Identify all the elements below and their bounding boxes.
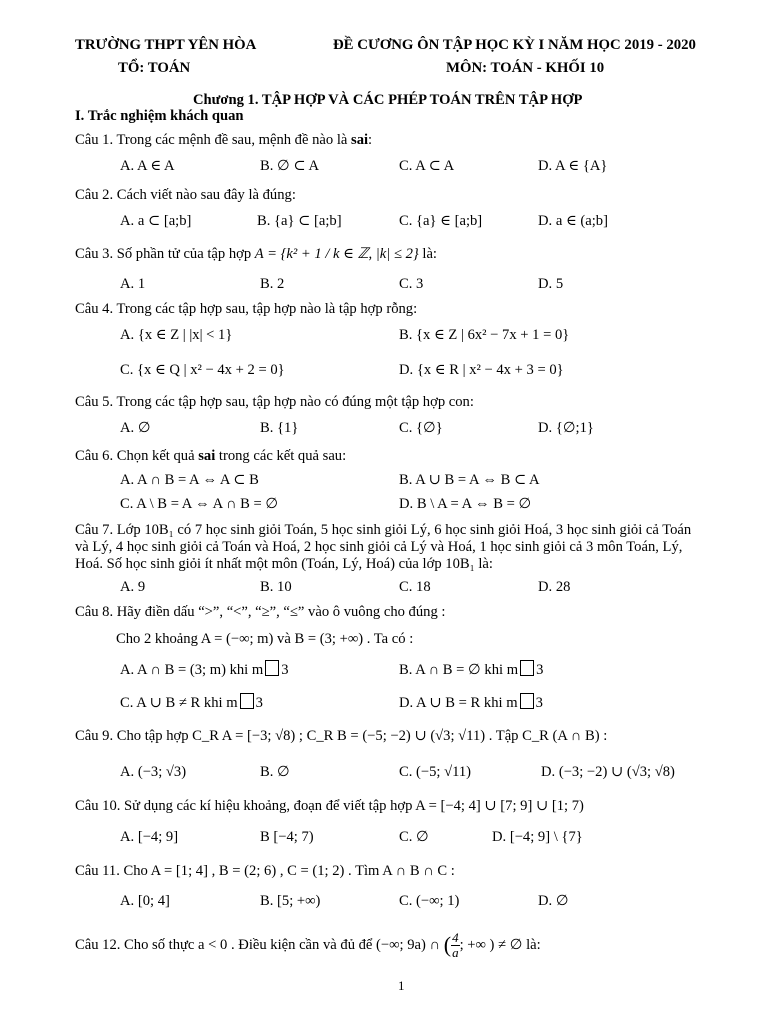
question-2: Câu 2. Cách viết nào sau đây là đúng: bbox=[75, 187, 296, 203]
q11-option-d: D. ∅ bbox=[538, 893, 569, 909]
blank-box bbox=[265, 660, 279, 676]
q5-option-d: D. {∅;1} bbox=[538, 420, 594, 436]
question-8: Câu 8. Hãy điền dấu “>”, “<”, “≥”, “≤” vào ô vuông cho đúng : bbox=[75, 604, 446, 620]
q5-option-b: B. {1} bbox=[260, 420, 299, 436]
question-11: Câu 11. Cho A = [1; 4] , B = (2; 6) , C = (1; 2) . Tìm A ∩ B ∩ C : bbox=[75, 863, 455, 879]
q9-option-b: B. ∅ bbox=[260, 764, 290, 780]
q9-option-c: C. (−5; √11) bbox=[399, 764, 472, 780]
q11-option-c: C. (−∞; 1) bbox=[399, 893, 460, 909]
question-9: Câu 9. Cho tập hợp C_R A = [−3; √8) ; C_R B = (−5; −2) ∪ (√3; √11) . Tập C_R (A ∩ B) : bbox=[75, 728, 608, 744]
q9-option-d: D. (−3; −2) ∪ (√3; √8) bbox=[541, 764, 675, 780]
question-3: Câu 3. Số phần tử của tập hợp A = {k² + 1 / k ∈ ℤ, |k| ≤ 2} là: bbox=[75, 246, 437, 262]
q2-option-a: A. a ⊂ [a;b] bbox=[120, 213, 192, 229]
q1-option-c: C. A ⊂ A bbox=[399, 158, 455, 174]
blank-box bbox=[240, 693, 254, 709]
q1-option-a: A. A ∈ A bbox=[120, 158, 175, 174]
q6-option-d: D. B \ A = A ⇔ B = ∅ bbox=[399, 496, 532, 512]
q8-option-a: A. A ∩ B = (3; m) khi m 3 bbox=[120, 662, 289, 678]
q5-option-a: A. ∅ bbox=[120, 420, 151, 436]
chapter-title: Chương 1. TẬP HỢP VÀ CÁC PHÉP TOÁN TRÊN TẬP HỢP bbox=[193, 92, 583, 108]
q11-option-b: B. [5; +∞) bbox=[260, 893, 321, 909]
q9-option-a: A. (−3; √3) bbox=[120, 764, 187, 780]
q11-option-a: A. [0; 4] bbox=[120, 893, 170, 909]
question-12: Câu 12. Cho số thực a < 0 . Điều kiện cần và đủ để (−∞; 9a) ∩ ( $\frac{4}{a}$ ; +∞ ) ≠ ∅ là: bbox=[75, 930, 541, 961]
q8-option-c: C. A ∪ B ≠ R khi m 3 bbox=[120, 695, 263, 711]
q8-option-b: B. A ∩ B = ∅ khi m 3 bbox=[399, 662, 544, 678]
q7-option-d: D. 28 bbox=[538, 579, 571, 595]
q3-option-b: B. 2 bbox=[260, 276, 285, 292]
q2-option-d: D. a ∈ (a;b] bbox=[538, 213, 608, 229]
q10-option-a: A. [−4; 9] bbox=[120, 829, 179, 845]
q10-option-c: C. ∅ bbox=[399, 829, 429, 845]
question-7-line-2: và Lý, 4 học sinh giỏi cả Toán và Hoá, 2 học sinh giỏi cả Lý và Hoá, 1 học sinh giỏi cả 3 môn Toán, Lý, bbox=[75, 539, 683, 555]
department: TỔ: TOÁN bbox=[118, 60, 191, 76]
q3-option-c: C. 3 bbox=[399, 276, 424, 292]
q7-option-a: A. 9 bbox=[120, 579, 146, 595]
question-1: Câu 1. Trong các mệnh đề sau, mệnh đề nào là sai: bbox=[75, 132, 373, 148]
q3-option-a: A. 1 bbox=[120, 276, 146, 292]
question-5: Câu 5. Trong các tập hợp sau, tập hợp nào có đúng một tập hợp con: bbox=[75, 394, 474, 410]
q6-option-b: B. A ∪ B = A ⇔ B ⊂ A bbox=[399, 472, 540, 488]
question-6: Câu 6. Chọn kết quả sai trong các kết quả sau: bbox=[75, 448, 347, 464]
q2-option-c: C. {a} ∈ [a;b] bbox=[399, 213, 483, 229]
q4-option-b: B. {x ∈ Z | 6x² − 7x + 1 = 0} bbox=[399, 327, 570, 343]
page-number: 1 bbox=[398, 978, 405, 993]
blank-box bbox=[520, 693, 534, 709]
document-title: ĐỀ CƯƠNG ÔN TẬP HỌC KỲ I NĂM HỌC 2019 - 2020 bbox=[333, 37, 696, 53]
school-name: TRƯỜNG THPT YÊN HÒA bbox=[75, 37, 257, 53]
q1-option-b: B. ∅ ⊂ A bbox=[260, 158, 320, 174]
question-7-line-1: Câu 7. Lớp 10B₁ có 7 học sinh giỏi Toán, 5 học sinh giỏi Lý, 6 học sinh giỏi Hoá, 3 học sinh giỏi cả Toán bbox=[75, 522, 692, 538]
subject: MÔN: TOÁN - KHỐI 10 bbox=[446, 60, 605, 76]
q7-option-c: C. 18 bbox=[399, 579, 431, 595]
blank-box bbox=[520, 660, 534, 676]
q4-option-c: C. {x ∈ Q | x² − 4x + 2 = 0} bbox=[120, 362, 285, 378]
q2-option-b: B. {a} ⊂ [a;b] bbox=[257, 213, 342, 229]
q3-formula: A = {k² + 1 / k ∈ ℤ, |k| ≤ 2} bbox=[254, 246, 419, 262]
question-10: Câu 10. Sử dụng các kí hiệu khoảng, đoạn để viết tập hợp A = [−4; 4] ∪ [7; 9] ∪ [1; 7) bbox=[75, 798, 584, 814]
question-7-line-3: Hoá. Số học sinh giỏi ít nhất một môn (Toán, Lý, Hoá) của lớp 10B₁ là: bbox=[75, 556, 493, 572]
q10-option-d: D. [−4; 9] \ {7} bbox=[492, 829, 583, 845]
question-4: Câu 4. Trong các tập hợp sau, tập hợp nào là tập hợp rỗng: bbox=[75, 301, 418, 317]
q8-option-d: D. A ∪ B = R khi m 3 bbox=[399, 695, 543, 711]
section-title: I. Trắc nghiệm khách quan bbox=[75, 108, 244, 124]
q6-option-c: C. A \ B = A ⇔ A ∩ B = ∅ bbox=[120, 496, 279, 512]
q10-option-b: B [−4; 7) bbox=[260, 829, 314, 845]
q7-option-b: B. 10 bbox=[260, 579, 292, 595]
q12-fraction: $\frac{4}{a}$ bbox=[452, 930, 459, 961]
q1-option-d: D. A ∈ {A} bbox=[538, 158, 608, 174]
q3-option-d: D. 5 bbox=[538, 276, 564, 292]
q8-given: Cho 2 khoảng A = (−∞; m) và B = (3; +∞) . Ta có : bbox=[116, 631, 414, 647]
q4-option-d: D. {x ∈ R | x² − 4x + 3 = 0} bbox=[399, 362, 564, 378]
q6-option-a: A. A ∩ B = A ⇔ A ⊂ B bbox=[120, 472, 259, 488]
q5-option-c: C. {∅} bbox=[399, 420, 443, 436]
q4-option-a: A. {x ∈ Z | |x| < 1} bbox=[120, 327, 233, 343]
